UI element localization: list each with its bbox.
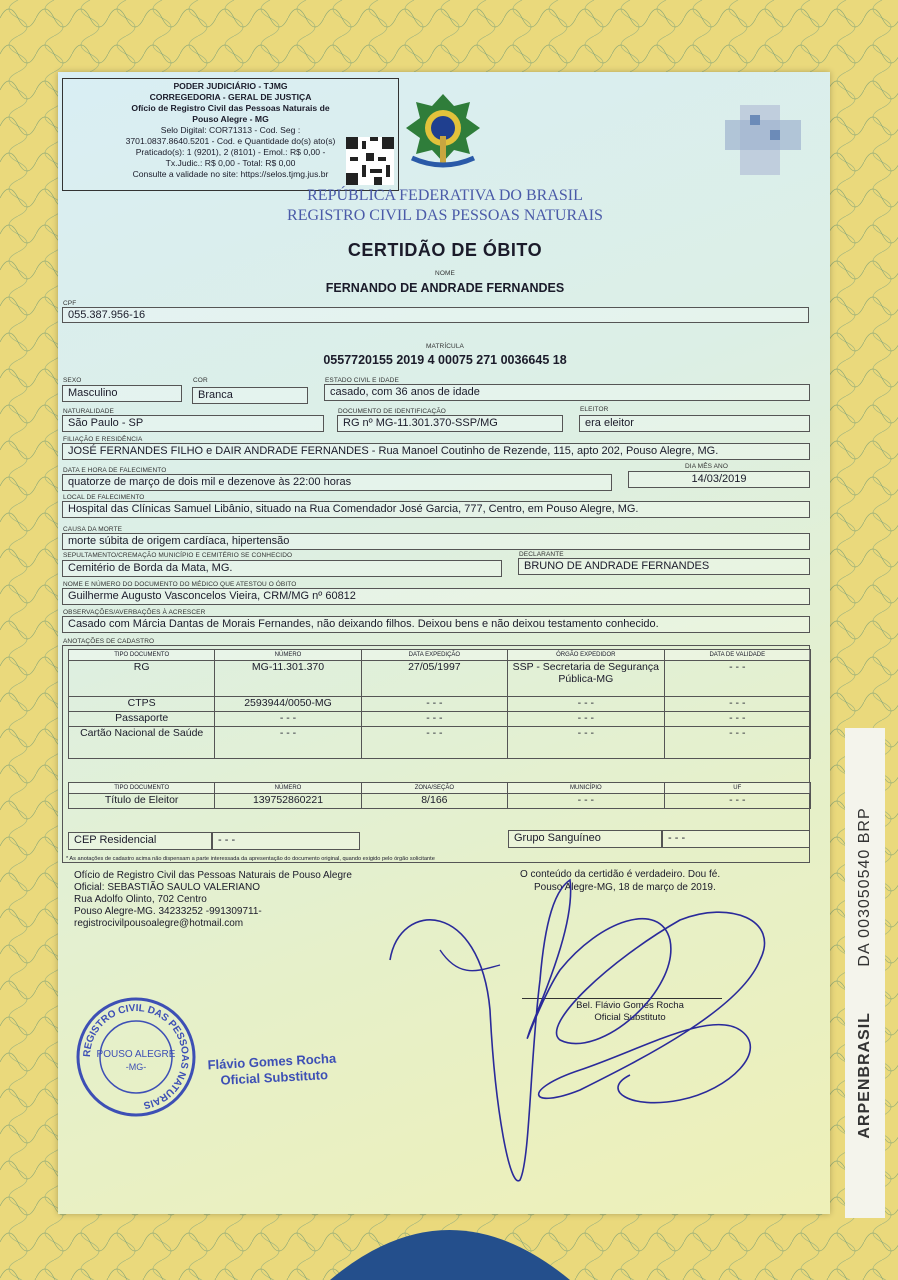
qr-code-icon[interactable] [346, 137, 394, 185]
deceased-name: FERNANDO DE ANDRADE FERNANDES [325, 281, 565, 295]
burial-label: SEPULTAMENTO/CREMAÇÃO MUNICÍPIO E CEMITÉRIO SE CONHECIDO [63, 552, 293, 559]
header-line: CORREGEDORIA - GERAL DE JUSTIÇA [149, 92, 312, 102]
office-info [74, 870, 352, 930]
table-header: TIPO DOCUMENTO [69, 783, 215, 794]
attestation [520, 868, 780, 894]
marital-status-field: casado, com 36 anos de idade [324, 384, 810, 401]
voter-table [68, 782, 811, 809]
parents-field: JOSÉ FERNANDES FILHO e DAIR ANDRADE FERNANDES - Rua Manoel Coutinho de Rezende, 115, apto 202, Pouso Alegre, MG. [62, 443, 810, 460]
doctor-field: Guilherme Augusto Vasconcelos Vieira, CRM/MG nº 60812 [62, 588, 810, 605]
id-document-label: DOCUMENTO DE IDENTIFICAÇÃO [338, 408, 446, 415]
documents-table [68, 649, 811, 759]
table-cell: 27/05/1997 [361, 661, 507, 697]
footnote: * As anotações de cadastro acima não dispensam a parte interessada da apresentação do documento original, quando exigido pelo órgão solicitante [66, 856, 435, 862]
header-line: Ofício de Registro Civil das Pessoas Naturais de [131, 103, 330, 113]
registry-title: REGISTRO CIVIL DAS PESSOAS NATURAIS [287, 207, 603, 224]
observations-field: Casado com Márcia Dantas de Morais Fernandes, não deixando filhos. Deixou bens e não deixou testamento conhecido. [62, 616, 810, 633]
table-header: TIPO DOCUMENTO [69, 650, 215, 661]
color-field: Branca [192, 387, 308, 404]
table-cell: SSP - Secretaria de Segurança Pública-MG [508, 661, 665, 697]
doctor-label: NOME E NÚMERO DO DOCUMENTO DO MÉDICO QUE ATESTOU O ÓBITO [63, 581, 297, 588]
table-row [69, 661, 811, 697]
office-line: Oficial: SEBASTIÃO SAULO VALERIANO [74, 882, 260, 893]
table-cell: RG [69, 661, 215, 697]
stamp-name: Flávio Gomes Rocha [207, 1050, 337, 1073]
table-header: ÓRGÃO EXPEDIDOR [508, 650, 665, 661]
table-cell: - - - [508, 794, 665, 809]
security-side-strip [845, 728, 885, 1218]
table-cell: - - - [361, 727, 507, 759]
matricula-label: MATRÍCULA [426, 343, 464, 350]
table-cell: - - - [508, 727, 665, 759]
office-line: Ofício de Registro Civil das Pessoas Naturais de Pouso Alegre [74, 870, 352, 881]
death-place-label: LOCAL DE FALECIMENTO [63, 494, 145, 501]
table-header: MUNICÍPIO [508, 783, 665, 794]
coat-of-arms-icon [404, 92, 482, 174]
table-cell: - - - [508, 697, 665, 712]
header-line: Tx.Judic.: R$ 0,00 - Total: R$ 0,00 [165, 158, 296, 168]
table-cell: 139752860221 [215, 794, 361, 809]
stamp-ring-text: REGISTRO CIVIL DAS PESSOAS NATURAIS [81, 1002, 191, 1111]
stamp-city: POUSO ALEGRE [96, 1049, 176, 1060]
birthplace-field: São Paulo - SP [62, 415, 324, 432]
cause-field: morte súbita de origem cardíaca, hipertensão [62, 533, 810, 550]
sex-label: SEXO [63, 377, 82, 384]
header-line: PODER JUDICIÁRIO - TJMG [173, 81, 288, 91]
table-row [69, 712, 811, 727]
day-month-year-label: DIA MÊS ANO [685, 463, 729, 470]
official-stamp [74, 995, 198, 1119]
table-header: DATA DE VALIDADE [664, 650, 810, 661]
office-line: Rua Adolfo Olinto, 702 Centro [74, 894, 207, 905]
republic-title: REPÚBLICA FEDERATIVA DO BRASIL [307, 187, 583, 204]
signer-role: Oficial Substituto [594, 1012, 666, 1023]
blood-type-value: - - - [662, 830, 810, 848]
table-cell: - - - [215, 727, 361, 759]
table-cell: Título de Eleitor [69, 794, 215, 809]
table-cell: MG-11.301.370 [215, 661, 361, 697]
name-label: NOME [435, 270, 455, 277]
header-line: Selo Digital: COR71313 - Cod. Seg : [160, 125, 301, 135]
death-datetime-label: DATA E HORA DE FALECIMENTO [63, 467, 167, 474]
parents-label: FILIAÇÃO E RESIDÊNCIA [63, 436, 143, 443]
id-document-field: RG nº MG-11.301.370-SSP/MG [337, 415, 563, 432]
table-header: UF [664, 783, 810, 794]
declarant-field: BRUNO DE ANDRADE FERNANDES [518, 558, 810, 575]
table-cell: - - - [361, 697, 507, 712]
table-cell: 2593944/0050-MG [215, 697, 361, 712]
header-line: Pouso Alegre - MG [192, 114, 269, 124]
death-datetime-field: quatorze de março de dois mil e dezenove às 22:00 horas [62, 474, 612, 491]
declarant-label: DECLARANTE [519, 551, 564, 558]
table-header: ZONA/SEÇÃO [361, 783, 507, 794]
table-cell: 8/166 [361, 794, 507, 809]
burial-field: Cemitério de Borda da Mata, MG. [62, 560, 502, 577]
annotations-label: ANOTAÇÕES DE CADASTRO [63, 638, 155, 645]
marital-status-label: ESTADO CIVIL E IDADE [325, 377, 399, 384]
table-row [69, 727, 811, 759]
table-row [69, 697, 811, 712]
table-cell: Passaporte [69, 712, 215, 727]
table-header: DATA EXPEDIÇÃO [361, 650, 507, 661]
attest-line: O conteúdo da certidão é verdadeiro. Dou fé. [520, 869, 721, 880]
serial-number: DA 003050540 BRP [856, 807, 873, 967]
attest-line: Pouso Alegre-MG, 18 de março de 2019. [534, 882, 716, 893]
table-row [69, 794, 811, 809]
table-cell: - - - [361, 712, 507, 727]
header-line: 3701.0837.8640.5201 - Cod. e Quantidade do(s) ato(s) [125, 136, 336, 146]
sex-field: Masculino [62, 385, 182, 402]
voter-label: ELEITOR [580, 406, 609, 413]
hologram-icon [720, 100, 806, 186]
table-header: NÚMERO [215, 650, 361, 661]
birthplace-label: NATURALIDADE [63, 408, 114, 415]
table-cell: - - - [215, 712, 361, 727]
table-header: NÚMERO [215, 783, 361, 794]
table-cell: CTPS [69, 697, 215, 712]
stamp-state: -MG- [125, 1062, 147, 1072]
header-line: Consulte a validade no site: https://selos.tjmg.jus.br [132, 169, 329, 179]
death-place-field: Hospital das Clínicas Samuel Libânio, situado na Rua Comendador José Garcia, 777, Centro, em Pouso Alegre, MG. [62, 501, 810, 518]
cause-label: CAUSA DA MORTE [63, 526, 123, 533]
table-cell: Cartão Nacional de Saúde [69, 727, 215, 759]
observations-label: OBSERVAÇÕES/AVERBAÇÕES À ACRESCER [63, 609, 206, 616]
cep-label: CEP Residencial [68, 832, 212, 850]
death-date-field: 14/03/2019 [628, 471, 810, 488]
header-line: Praticado(s): 1 (9201), 2 (8101) - Emol.: R$ 0,00 - [135, 147, 326, 157]
cpf-label: CPF [63, 300, 77, 307]
office-line: registrocivilpousoalegre@hotmail.com [74, 918, 244, 929]
office-line: Pouso Alegre-MG. 34233252 -991309711- [74, 906, 262, 917]
side-text [856, 807, 874, 1138]
blood-type-label: Grupo Sanguíneo [508, 830, 662, 848]
table-cell: - - - [664, 697, 810, 712]
signer-block [530, 1000, 730, 1024]
table-cell: - - - [664, 727, 810, 759]
arpen-brand: ARPENBRASIL [856, 1012, 873, 1139]
matricula-number: 0557720155 2019 4 00075 271 0036645 18 [323, 353, 567, 367]
signature-line [522, 998, 722, 999]
table-cell: - - - [664, 712, 810, 727]
color-label: COR [193, 377, 208, 384]
table-cell: - - - [664, 661, 810, 697]
signer-name: Bel. Flávio Gomes Rocha [576, 1000, 684, 1011]
cep-value: - - - [212, 832, 360, 850]
cpf-field: 055.387.956-16 [62, 307, 809, 323]
voter-field: era eleitor [579, 415, 810, 432]
table-cell: - - - [508, 712, 665, 727]
table-cell: - - - [664, 794, 810, 809]
stamp-role: Oficial Substituto [220, 1067, 329, 1088]
document-title: CERTIDÃO DE ÓBITO [347, 240, 543, 260]
stamp-name-block [207, 1051, 337, 1090]
